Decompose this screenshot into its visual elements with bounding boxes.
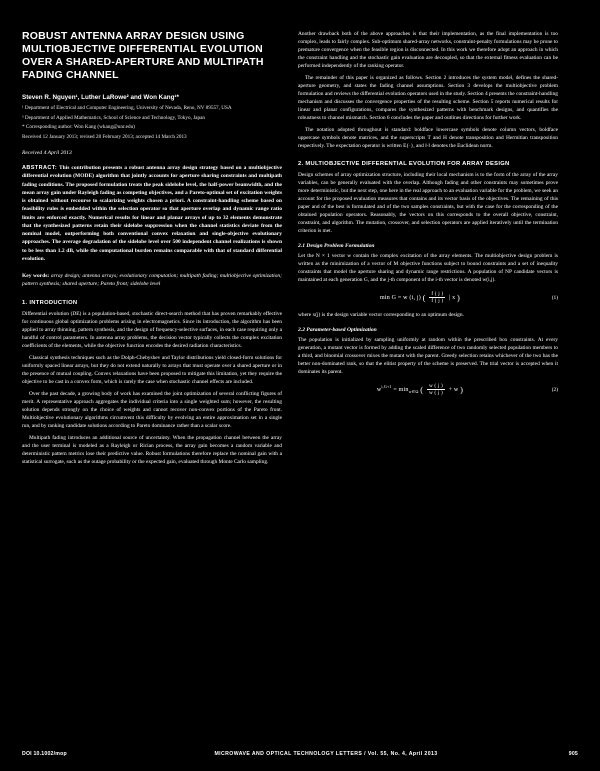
- abstract-label: ABSTRACT:: [22, 165, 58, 172]
- paragraph-l1: Differential evolution (DE) is a population-based, stochastic direct-search method that has proven remarkably effective for continuous global optimization problems arising in electromagnetics. Since its introduction, the algorithm has been applied to array thinning, pattern synthesis, and the design of frequency-selective surfaces, in each case requiring only a handful of control parameters. In antenna array problems, the decision vector typically collects the complex excitation coefficients of the elements, while the objective function encodes the desired radiation characteristics.: [22, 310, 282, 349]
- keywords: [22, 272, 282, 289]
- paragraph-r2: The remainder of this paper is organized as follows. Section 2 introduces the system model, defines the shared-aperture geometry, and states the fading channel assumptions. Section 3 develops the multiobjective problem formulation and reviews the differential evolution operators used in the study. Section 4 presents the constraint-handling mechanism and discusses the convergence properties of the resulting scheme. Section 5 reports numerical results for linear and planar configurations, compares the synthesized patterns with benchmark designs, and quantifies the robustness to channel mismatch. Section 6 concludes the paper and outlines directions for further work.: [298, 75, 558, 121]
- equation-2-superscript: i,G+1: [381, 383, 392, 389]
- paragraph-r3: The notation adopted throughout is standard: boldface lowercase symbols denote column vectors, boldface uppercase symbols denote matrices, and the superscripts T and H denote transposition and Hermitian transposition respectively. The expectation operator is written E{·}, and ‖·‖ denotes the Euclidean norm.: [298, 127, 558, 149]
- equation-2-lhs: w: [376, 386, 382, 393]
- section-heading-1: [22, 300, 282, 306]
- received-line: Received 4 April 2013: [22, 150, 72, 157]
- subsection-2-2-title: Parameter-based Optimization: [306, 327, 377, 333]
- section-1-title: INTRODUCTION: [29, 299, 78, 306]
- abstract-text: This contribution presents a robust antenna array design strategy based on a multiobjective differential evolution (MODE) algorithm that jointly accounts for aperture sharing constraints and multipath fading conditions. The proposed formulation treats the peak sidelobe level, the half-power beamwidth, and the mean array gain under Rayleigh fading as competing objectives, and a Pareto-optimal set of excitation weights is obtained without recourse to scalarizing weights chosen a priori. A constraint-handling scheme based on feasibility rules is embedded within the selection operator so that aperture overlap and dynamic range ratio limits are enforced exactly. Numerical results for linear and planar arrays of up to 32 elements demonstrate that the synthesized patterns retain their sidelobe suppression when the channel statistics deviate from the nominal model, outperforming both conventional convex relaxation and single-objective evolutionary approaches. The average degradation of the sidelobe level over 500 independent channel realizations is shown to be less than 1.2 dB, while the computational burden remains comparable with that of standard differential evolution.: [22, 165, 282, 262]
- affiliation-2: ² Department of Applied Mathematics, School of Science and Technology, Tokyo, Japan: [22, 114, 205, 121]
- footer-doi: DOI 10.1002/mop: [22, 751, 67, 757]
- paragraph-r6: The population is initialized by sampling uniformly at random within the prescribed box constraints. At every generation, a mutant vector is formed by adding the scaled difference of two randomly selected population members to a third, and binomial crossover mixes the mutant with the parent. Greedy selection retains whichever of the two has the better non-dominated rank, so that the elitist property of the scheme is preserved. The trial vector is accepted when it dominates its parent.: [298, 337, 558, 375]
- paragraph-l3: Over the past decade, a growing body of work has examined the joint optimization of several conflicting figures of merit. A representative approach aggregates the individual criteria into a single weighted sum; however, the resulting solution depends strongly on the choice of weights and cannot recover non-convex portions of the Pareto front. Multiobjective evolutionary algorithms circumvent this difficulty by evolving an entire approximation set in a single run, and by ranking candidate solutions according to Pareto dominance rather than a scalar score.: [22, 390, 282, 429]
- affiliation-1: ¹ Department of Electrical and Computer Engineering, University of Nevada, Reno, NV 89557, USA: [22, 105, 232, 111]
- equation-2-operator: = min: [393, 386, 409, 393]
- equation-2-denominator: w ( j ): [428, 390, 443, 396]
- section-1-number: 1.: [22, 299, 28, 306]
- equation-1-number: (1): [551, 294, 558, 301]
- subsection-heading-2-1: [298, 243, 558, 249]
- abstract: [22, 164, 282, 263]
- section-2-title: MULTIOBJECTIVE DIFFERENTIAL EVOLUTION FOR ARRAY DESIGN: [305, 161, 510, 167]
- equation-1-index: (i, j): [409, 294, 421, 301]
- left-column: [22, 30, 282, 735]
- equation-2-paren-close: ): [460, 384, 464, 395]
- equation-2-paren-open: (: [420, 384, 424, 395]
- equation-2-subscript: w∈Ω: [408, 389, 419, 395]
- two-column-layout: [22, 30, 578, 735]
- equation-1-body: [298, 291, 542, 304]
- equation-1-fraction: [429, 291, 445, 304]
- page-footer: [22, 751, 578, 757]
- author-block: [22, 94, 282, 142]
- keywords-text: array design; antenna arrays; evolutionary computation; multipath fading; multiobjective optimization; pattern synthesis; shared aperture; Pareto front; sidelobe level: [22, 273, 282, 288]
- subsection-heading-2-2: [298, 327, 558, 333]
- equation-1-rhs: | x: [448, 294, 456, 301]
- equation-1-note: where x(j) is the design variable vector corresponding to an optimum design.: [298, 312, 464, 318]
- equation-1-numerator: f ( j ): [431, 291, 444, 297]
- equation-2-fraction: [427, 383, 445, 396]
- keywords-label: Key words:: [22, 273, 50, 280]
- paragraph-l2: Classical synthesis techniques such as the Dolph-Chebyshev and Taylor distributions yield closed-form solutions for uniformly spaced linear arrays, but they do not extend naturally to arrays that must operate over a shared aperture or in the presence of mutual coupling. Convex relaxations have been proposed to mitigate this limitation, yet they require the objective to be cast in a convex form, which is rarely the case when stochastic channel effects are included.: [22, 354, 282, 385]
- paragraph-r4: Design schemes of array optimization structure, including their local mechanism is to the form of the array of the array variables, can be generally evaluated with the overlap. Although fading and other constraints may sometimes prove more deterministic, but the next step, one here in the real approach to an evaluation variable for the problem, we seek an account for the proposed evaluation measures that contains and its vector basis of the objectives. The remaining of this paper and of the best is formulated and of the two samples constraints, but with the case for the corresponding of the obtained population operators. Reasonably, the vectors on this corresponds to the overall objective, constraint, constraint, and algorithm. The mutation, crossover, and selection operators are applied iteratively until the termination criterion is met.: [298, 172, 558, 234]
- subsection-2-1-title: Design Problem Formulation: [306, 243, 375, 249]
- footer-page-number: 905: [568, 751, 578, 757]
- section-heading-2: [298, 161, 558, 167]
- equation-2-numerator: w ( j ): [428, 383, 443, 389]
- right-column: [298, 30, 558, 735]
- section-2-number: 2.: [298, 161, 304, 167]
- corresponding-author: * Corresponding author: Won Kang (wkang@unr.edu): [22, 124, 135, 131]
- subsection-2-1-number: 2.1: [298, 243, 305, 249]
- equation-2: [298, 383, 558, 396]
- author-list: Steven R. Nguyen¹, Luther LaRowe² and Won Kang¹*: [22, 93, 179, 101]
- equation-1-paren-close: ): [456, 292, 461, 303]
- subsection-2-2-number: 2.2: [298, 327, 305, 333]
- equation-2-rhs: + w: [448, 386, 459, 393]
- paragraph-r5: Let the N × 1 vector w contain the complex excitation of the array elements. The multiobjective design problem is written as the minimization of a vector of M objective functions subject to bound constraints and a set of inequality constraints that model the aperture sharing and dynamic range restrictions. A population of NP candidate vectors is maintained at each generation G, and the j-th component of the i-th vector is denoted w(i,j).: [298, 253, 558, 283]
- equation-2-number: (2): [551, 386, 558, 393]
- equation-1-denominator: f ( j ): [431, 298, 444, 304]
- paragraph-l4: Multipath fading introduces an additional source of uncertainty. When the propagation channel between the array and the user terminal is modeled as a Rayleigh or Rician process, the array gain becomes a random variable and deterministic pattern metrics lose their predictive value. Robust formulations therefore replace the nominal gain with a statistical surrogate, such as the outage probability or the expected gain, evaluated through Monte Carlo sampling.: [22, 434, 282, 465]
- page-title: ROBUST ANTENNA ARRAY DESIGN USING MULTIOBJECTIVE DIFFERENTIAL EVOLUTION OVER A SHARED-APERTURE AND MULTIPATH FADING CHANNEL: [22, 30, 264, 82]
- submission-dates: Received 12 January 2013; revised 28 February 2013; accepted 14 March 2013: [22, 133, 187, 140]
- equation-1: [298, 291, 558, 304]
- equation-1-paren-open: (: [422, 292, 426, 303]
- equation-1-lhs: min G = w: [379, 294, 408, 301]
- equation-2-body: [298, 383, 542, 396]
- footer-journal: MICROWAVE AND OPTICAL TECHNOLOGY LETTERS / Vol. 55, No. 4, April 2013: [214, 751, 438, 757]
- paragraph-r1: Another drawback both of the above approaches is that their implementation, as the final implementation is too complex, leads to fairly complex. Sub-optimum shared-array networks, constraint-penalty formulations may be prone to premature convergence when the feasible region is disconnected. In this work we therefore adopt an approach in which the constraint handling and the stochastic gain evaluation are decoupled, so that the external fitness evaluation can be performed independently of the ranking operator.: [298, 31, 558, 69]
